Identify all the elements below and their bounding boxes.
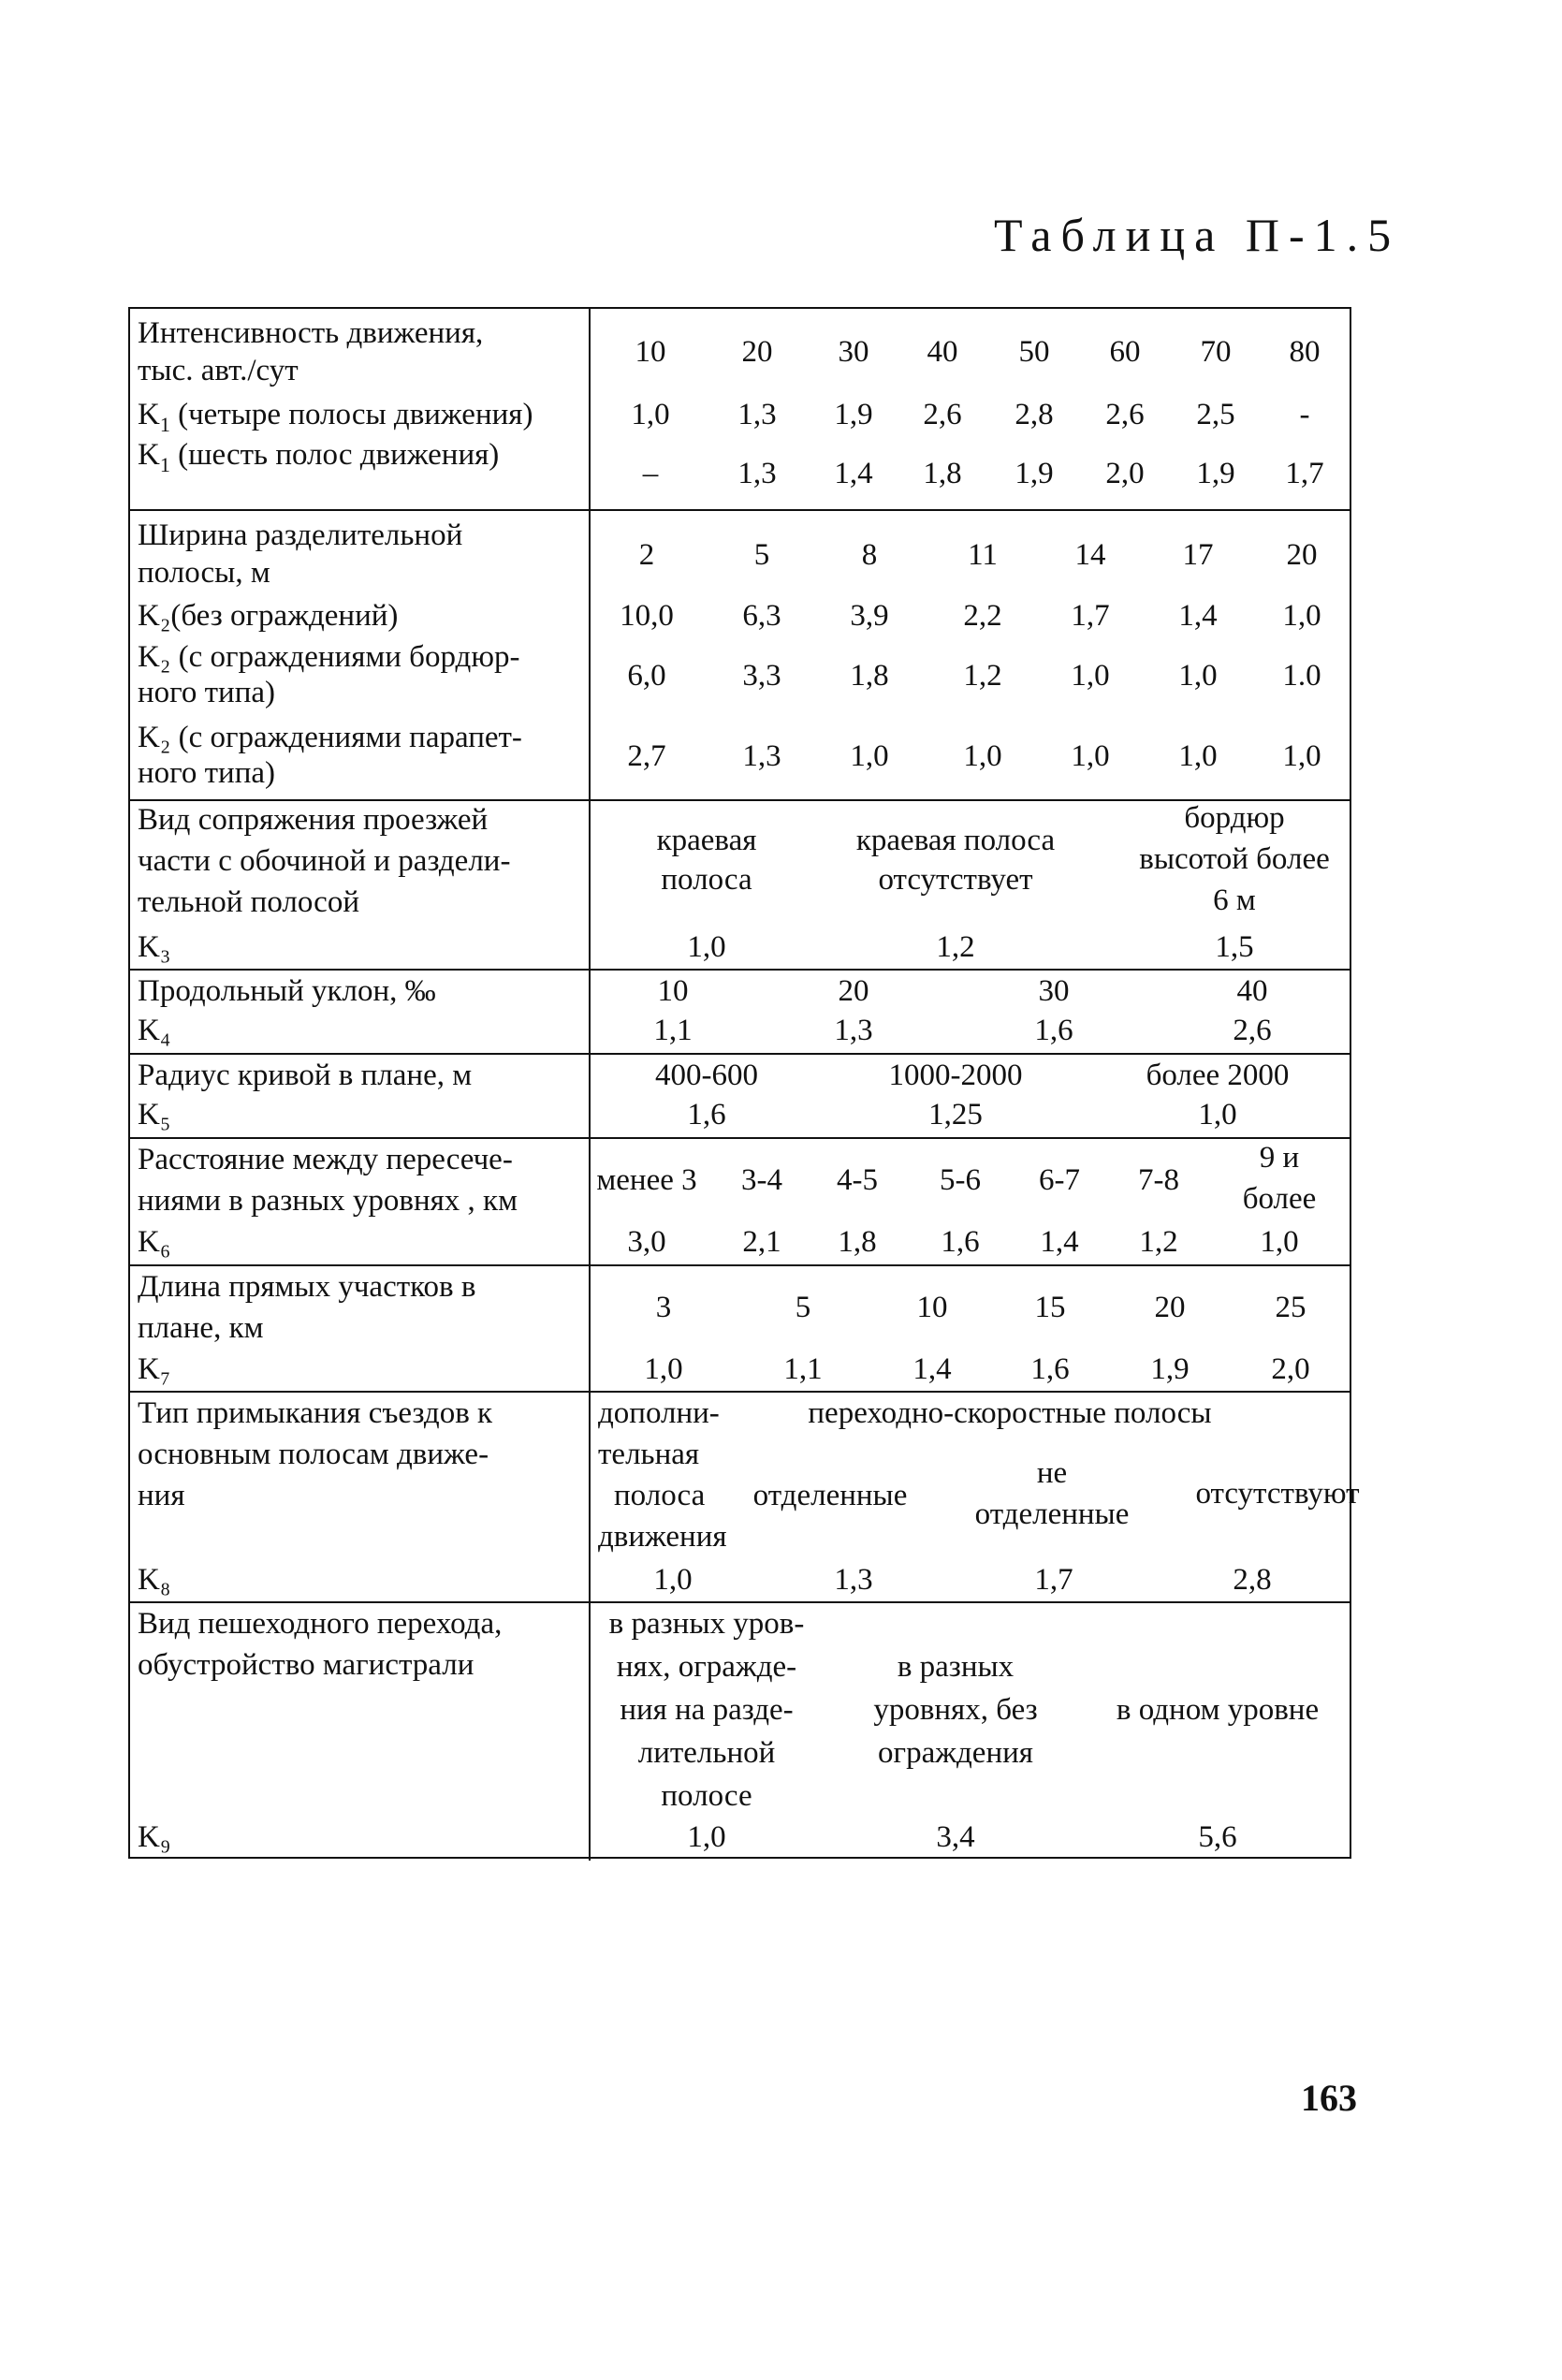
value-cell: 1,9 [1150, 1352, 1190, 1386]
row-label: полосы, м [138, 556, 270, 590]
coefficient-label: K₃ [138, 930, 171, 964]
header-cell: ограждения [878, 1736, 1033, 1770]
value-cell: 6,0 [627, 659, 666, 693]
row-label: $K_1$ (четыре полосы движения) [138, 398, 533, 436]
value-cell: 1,0 [687, 930, 726, 964]
header-cell: тельная [598, 1438, 700, 1471]
value-cell: 1,6 [941, 1225, 980, 1259]
header-cell: более 2000 [1146, 1059, 1290, 1092]
header-cell: не [1036, 1456, 1068, 1490]
header-cell: 14 [1074, 538, 1106, 572]
section-radius [130, 1053, 1350, 1137]
value-cell: 2,0 [1105, 457, 1145, 490]
header-cell: отсутствует [878, 863, 1033, 897]
value-cell: 2,5 [1196, 398, 1235, 431]
header-cell: 2 [638, 538, 655, 572]
value-cell: 3,9 [850, 599, 889, 633]
value-cell: 2,6 [1233, 1014, 1272, 1047]
value-cell: 1,4 [834, 457, 873, 490]
value-cell: 1,0 [1071, 739, 1110, 773]
row-label: обустройство магистрали [138, 1648, 474, 1682]
header-group: переходно-скоростные полосы [808, 1396, 1212, 1430]
section-ramps [130, 1391, 1360, 1601]
header-cell: 30 [1038, 974, 1070, 1008]
value-cell: 3,0 [627, 1225, 666, 1259]
header-cell: 60 [1109, 335, 1141, 369]
value-cell: 1,25 [928, 1098, 983, 1132]
value-cell: 1,2 [1139, 1225, 1178, 1259]
header-cell: лительной [637, 1736, 776, 1770]
value-cell: 2,0 [1271, 1352, 1310, 1386]
value-cell: 3,4 [936, 1820, 975, 1854]
header-cell: краевая полоса [855, 824, 1056, 857]
value-cell: 1,7 [1285, 457, 1324, 490]
header-cell: 4-5 [837, 1163, 878, 1197]
row-label: ниями в разных уровнях , км [138, 1184, 518, 1218]
row-label: Вид пешеходного перехода, [138, 1607, 503, 1641]
value-cell: 2,8 [1233, 1563, 1272, 1597]
header-cell: 40 [1236, 974, 1268, 1008]
value-cell: 1,3 [834, 1014, 873, 1047]
section-interchange [130, 1137, 1350, 1264]
value-cell: 1,0 [687, 1820, 726, 1854]
value-cell: 1,6 [1034, 1014, 1073, 1047]
coefficient-label: K₈ [138, 1563, 171, 1597]
header-cell: высотой более [1139, 842, 1330, 876]
header-cell: полосе [661, 1779, 752, 1813]
value-cell: 1,0 [1282, 599, 1321, 633]
value-cell: – [642, 457, 659, 490]
header-cell: 25 [1275, 1291, 1307, 1324]
value-cell: 1,4 [1178, 599, 1218, 633]
header-cell: 400-600 [655, 1059, 758, 1092]
value-cell: 2,6 [1105, 398, 1145, 431]
row-label: K₂(без ограждений) [138, 599, 399, 633]
value-cell: 1,0 [1260, 1225, 1299, 1259]
value-cell: 1,4 [912, 1352, 952, 1386]
coefficient-label: K₆ [138, 1225, 171, 1259]
value-cell: 1,8 [850, 659, 889, 693]
header-cell: 20 [741, 335, 773, 369]
header-cell: 70 [1200, 335, 1232, 369]
table-caption: Таблица П-1.5 [994, 209, 1401, 261]
header-cell: отделенные [752, 1479, 908, 1512]
header-cell: менее 3 [596, 1163, 697, 1197]
value-cell: 2,2 [963, 599, 1002, 633]
value-cell: 2,1 [742, 1225, 781, 1259]
header-cell: 20 [1154, 1291, 1186, 1324]
value-cell: 1,3 [834, 1563, 873, 1597]
value-cell: 1,7 [1071, 599, 1110, 633]
header-cell: в разных уров- [608, 1607, 805, 1641]
row-label: Вид сопряжения проезжей [138, 803, 489, 837]
section-intensity [130, 309, 1350, 509]
row-label: Расстояние между пересече- [138, 1143, 513, 1176]
value-cell: 6,3 [742, 599, 781, 633]
value-cell: 1.0 [1282, 659, 1321, 693]
value-cell: 1,0 [850, 739, 889, 773]
row-label: $K_1$ (шесть полос движения) [138, 438, 500, 476]
value-cell: 1,8 [838, 1225, 877, 1259]
value-cell: 1,3 [742, 739, 781, 773]
header-cell: 5-6 [940, 1163, 981, 1197]
value-cell: 1,0 [1198, 1098, 1237, 1132]
value-cell: - [1299, 398, 1310, 431]
section-divider-width [130, 509, 1350, 799]
section-grade [130, 969, 1350, 1053]
header-cell: полоса [661, 863, 752, 897]
value-cell: 1,6 [687, 1098, 726, 1132]
value-cell: 1,9 [1015, 457, 1054, 490]
row-label: Радиус кривой в плане, м [138, 1059, 473, 1092]
header-cell: 6-7 [1039, 1163, 1080, 1197]
value-cell: 2,6 [923, 398, 962, 431]
header-cell: бордюр [1184, 801, 1285, 835]
header-cell: дополни- [598, 1396, 720, 1430]
coefficient-label: K₇ [138, 1352, 171, 1386]
header-cell: в одном уровне [1116, 1693, 1320, 1727]
value-cell: 2,7 [627, 739, 666, 773]
header-cell: движения [598, 1520, 727, 1554]
header-cell: 6 м [1213, 883, 1256, 917]
row-label: Продольный уклон, ‰ [138, 974, 436, 1008]
value-cell: 1,2 [936, 930, 975, 964]
value-cell: 1,0 [963, 739, 1002, 773]
row-label: тыс. авт./сут [138, 354, 299, 387]
header-cell: 10 [657, 974, 689, 1008]
value-cell: 5,6 [1198, 1820, 1237, 1854]
header-cell: 9 и [1259, 1141, 1300, 1175]
value-cell: 1,5 [1215, 930, 1254, 964]
header-cell: краевая [656, 824, 757, 857]
value-cell: 1,9 [1196, 457, 1235, 490]
coefficient-label: K₉ [138, 1820, 171, 1854]
value-cell: 1,6 [1030, 1352, 1070, 1386]
header-cell: 17 [1182, 538, 1214, 572]
header-cell: 1000-2000 [888, 1059, 1023, 1092]
header-cell: более [1242, 1182, 1317, 1216]
header-cell: 80 [1289, 335, 1321, 369]
value-cell: 1,7 [1034, 1563, 1073, 1597]
header-cell: ния на разде- [620, 1693, 794, 1727]
value-cell: 1,4 [1040, 1225, 1079, 1259]
header-cell: 40 [927, 335, 958, 369]
value-cell: 1,0 [1178, 739, 1218, 773]
value-cell: 1,0 [644, 1352, 683, 1386]
row-label: плане, км [138, 1311, 264, 1345]
row-label: ния [138, 1479, 185, 1512]
value-cell: 1,0 [1178, 659, 1218, 693]
row-label: K₂ (с ограждениями бордюр- [138, 640, 520, 674]
header-cell: полоса [614, 1479, 706, 1512]
header-cell: 3 [655, 1291, 672, 1324]
value-cell: 1,9 [834, 398, 873, 431]
row-label: основным полосам движе- [138, 1438, 489, 1471]
value-cell: 1,0 [1282, 739, 1321, 773]
header-cell: нях, огражде- [616, 1650, 797, 1684]
row-label: Ширина разделительной [138, 518, 463, 552]
header-cell: в разных [897, 1650, 1015, 1684]
header-cell: 20 [838, 974, 869, 1008]
header-cell: 30 [838, 335, 869, 369]
row-label: Тип примыкания съездов к [138, 1396, 493, 1430]
header-cell: уровнях, без [873, 1693, 1038, 1727]
header-cell: 3-4 [741, 1163, 782, 1197]
header-cell: отсутствуют [1195, 1477, 1360, 1511]
row-label: K₂ (с ограждениями парапет- [138, 721, 522, 754]
value-cell: 10,0 [620, 599, 674, 633]
row-label: Длина прямых участков в [138, 1270, 476, 1304]
value-cell: 1,0 [1071, 659, 1110, 693]
header-cell: отделенные [974, 1497, 1130, 1531]
value-cell: 1,0 [653, 1563, 693, 1597]
value-cell: 1,1 [783, 1352, 823, 1386]
coefficient-label: K₄ [138, 1014, 171, 1047]
row-label: ного типа) [138, 756, 276, 790]
header-cell: 8 [861, 538, 878, 572]
header-cell: 10 [635, 335, 666, 369]
section-crossing [130, 1601, 1350, 1861]
value-cell: 1,3 [737, 457, 777, 490]
value-cell: 2,8 [1015, 398, 1054, 431]
value-cell: 1,0 [631, 398, 670, 431]
header-cell: 15 [1034, 1291, 1066, 1324]
value-cell: 1,3 [737, 398, 777, 431]
row-label: части с обочиной и раздели- [138, 844, 511, 878]
header-cell: 10 [916, 1291, 948, 1324]
section-junction [130, 799, 1350, 969]
header-cell: 11 [968, 538, 998, 572]
row-label: тельной полосой [138, 885, 359, 919]
value-cell: 1,8 [923, 457, 962, 490]
value-cell: 1,1 [653, 1014, 693, 1047]
row-label: Интенсивность движения, [138, 316, 484, 350]
header-cell: 50 [1018, 335, 1050, 369]
page-number: 163 [1301, 2077, 1357, 2119]
coefficient-table [128, 307, 1360, 1859]
row-label: ного типа) [138, 676, 276, 709]
header-cell: 20 [1286, 538, 1318, 572]
section-straight [130, 1264, 1350, 1391]
header-cell: 7-8 [1138, 1163, 1179, 1197]
coefficient-label: K₅ [138, 1098, 171, 1132]
value-cell: 1,2 [963, 659, 1002, 693]
header-cell: 5 [753, 538, 770, 572]
value-cell: 3,3 [742, 659, 781, 693]
header-cell: 5 [795, 1291, 811, 1324]
